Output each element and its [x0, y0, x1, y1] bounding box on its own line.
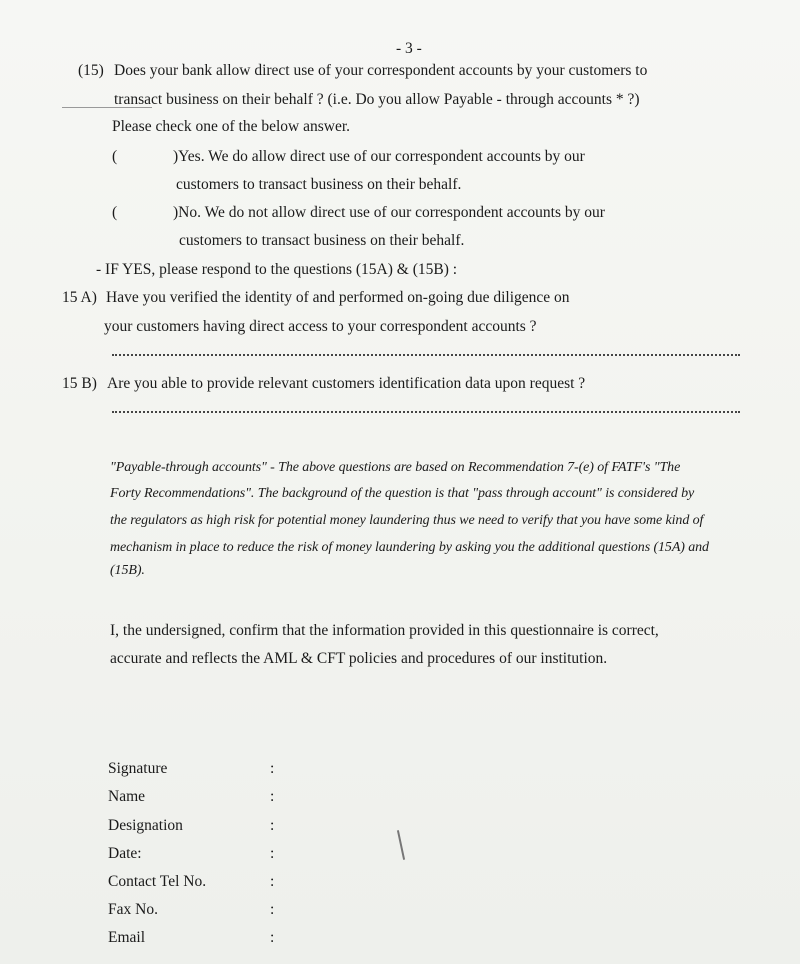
fax-field[interactable]: : [270, 901, 275, 918]
contact-tel-field[interactable]: : [270, 873, 275, 890]
pen-mark [397, 830, 405, 860]
email-label: Email [108, 929, 146, 946]
signature-label: Signature [108, 760, 168, 777]
footnote-line4: mechanism in place to reduce the risk of money laundering by asking you the additional questions (15A) and [110, 540, 709, 555]
date-label: Date: [108, 845, 142, 862]
fax-label: Fax No. [108, 901, 158, 918]
option-no-line2: customers to transact business on their behalf. [179, 232, 465, 249]
footnote-line1: "Payable-through accounts" - The above questions are based on Recommendation 7-(e) of FATF's "The [110, 460, 681, 475]
declaration-line2: accurate and reflects the AML & CFT policies and procedures of our institution. [110, 650, 608, 667]
page-number: - 3 - [396, 40, 422, 57]
option-yes-line2: customers to transact business on their behalf. [176, 176, 462, 193]
q15-number: (15) [78, 62, 104, 79]
option-yes-checkbox[interactable]: ( [112, 148, 118, 165]
footnote-line3: the regulators as high risk for potential money laundering thus we need to verify that you have some kind of [110, 513, 704, 528]
footnote-line2: Forty Recommendations". The background of the question is that "pass through account" is considered by [110, 486, 695, 501]
designation-field[interactable]: : [270, 817, 275, 834]
q15a-number: 15 A) [62, 289, 97, 306]
if-yes-instruction: - IF YES, please respond to the questions (15A) & (15B) : [96, 261, 458, 278]
q15-text-line2: transact business on their behalf ? (i.e. Do you allow Payable - through accounts * ?) [114, 91, 640, 108]
q15-text-line1: Does your bank allow direct use of your correspondent accounts by your customers to [114, 62, 648, 79]
q15a-answer-line[interactable] [112, 354, 740, 356]
q15a-text-line1: Have you verified the identity of and performed on-going due diligence on [106, 289, 570, 306]
designation-label: Designation [108, 817, 183, 834]
declaration-line1: I, the undersigned, confirm that the information provided in this questionnaire is correct, [110, 622, 659, 639]
signature-field[interactable]: : [270, 760, 275, 777]
email-field[interactable]: : [270, 929, 275, 946]
q15a-text-line2: your customers having direct access to your correspondent accounts ? [104, 318, 537, 335]
q15b-number: 15 B) [62, 375, 97, 392]
date-field[interactable]: : [270, 845, 275, 862]
footnote-line5: (15B). [110, 563, 145, 578]
q15-instruction: Please check one of the below answer. [112, 118, 351, 135]
q15b-text-line1: Are you able to provide relevant customers identification data upon request ? [107, 375, 586, 392]
option-no-line1: )No. We do not allow direct use of our correspondent accounts by our [173, 204, 605, 221]
contact-tel-label: Contact Tel No. [108, 873, 207, 890]
option-no-checkbox[interactable]: ( [112, 204, 118, 221]
name-label: Name [108, 788, 146, 805]
option-yes-line1: )Yes. We do allow direct use of our correspondent accounts by our [173, 148, 585, 165]
name-field[interactable]: : [270, 788, 275, 805]
q15b-answer-line[interactable] [112, 411, 740, 413]
